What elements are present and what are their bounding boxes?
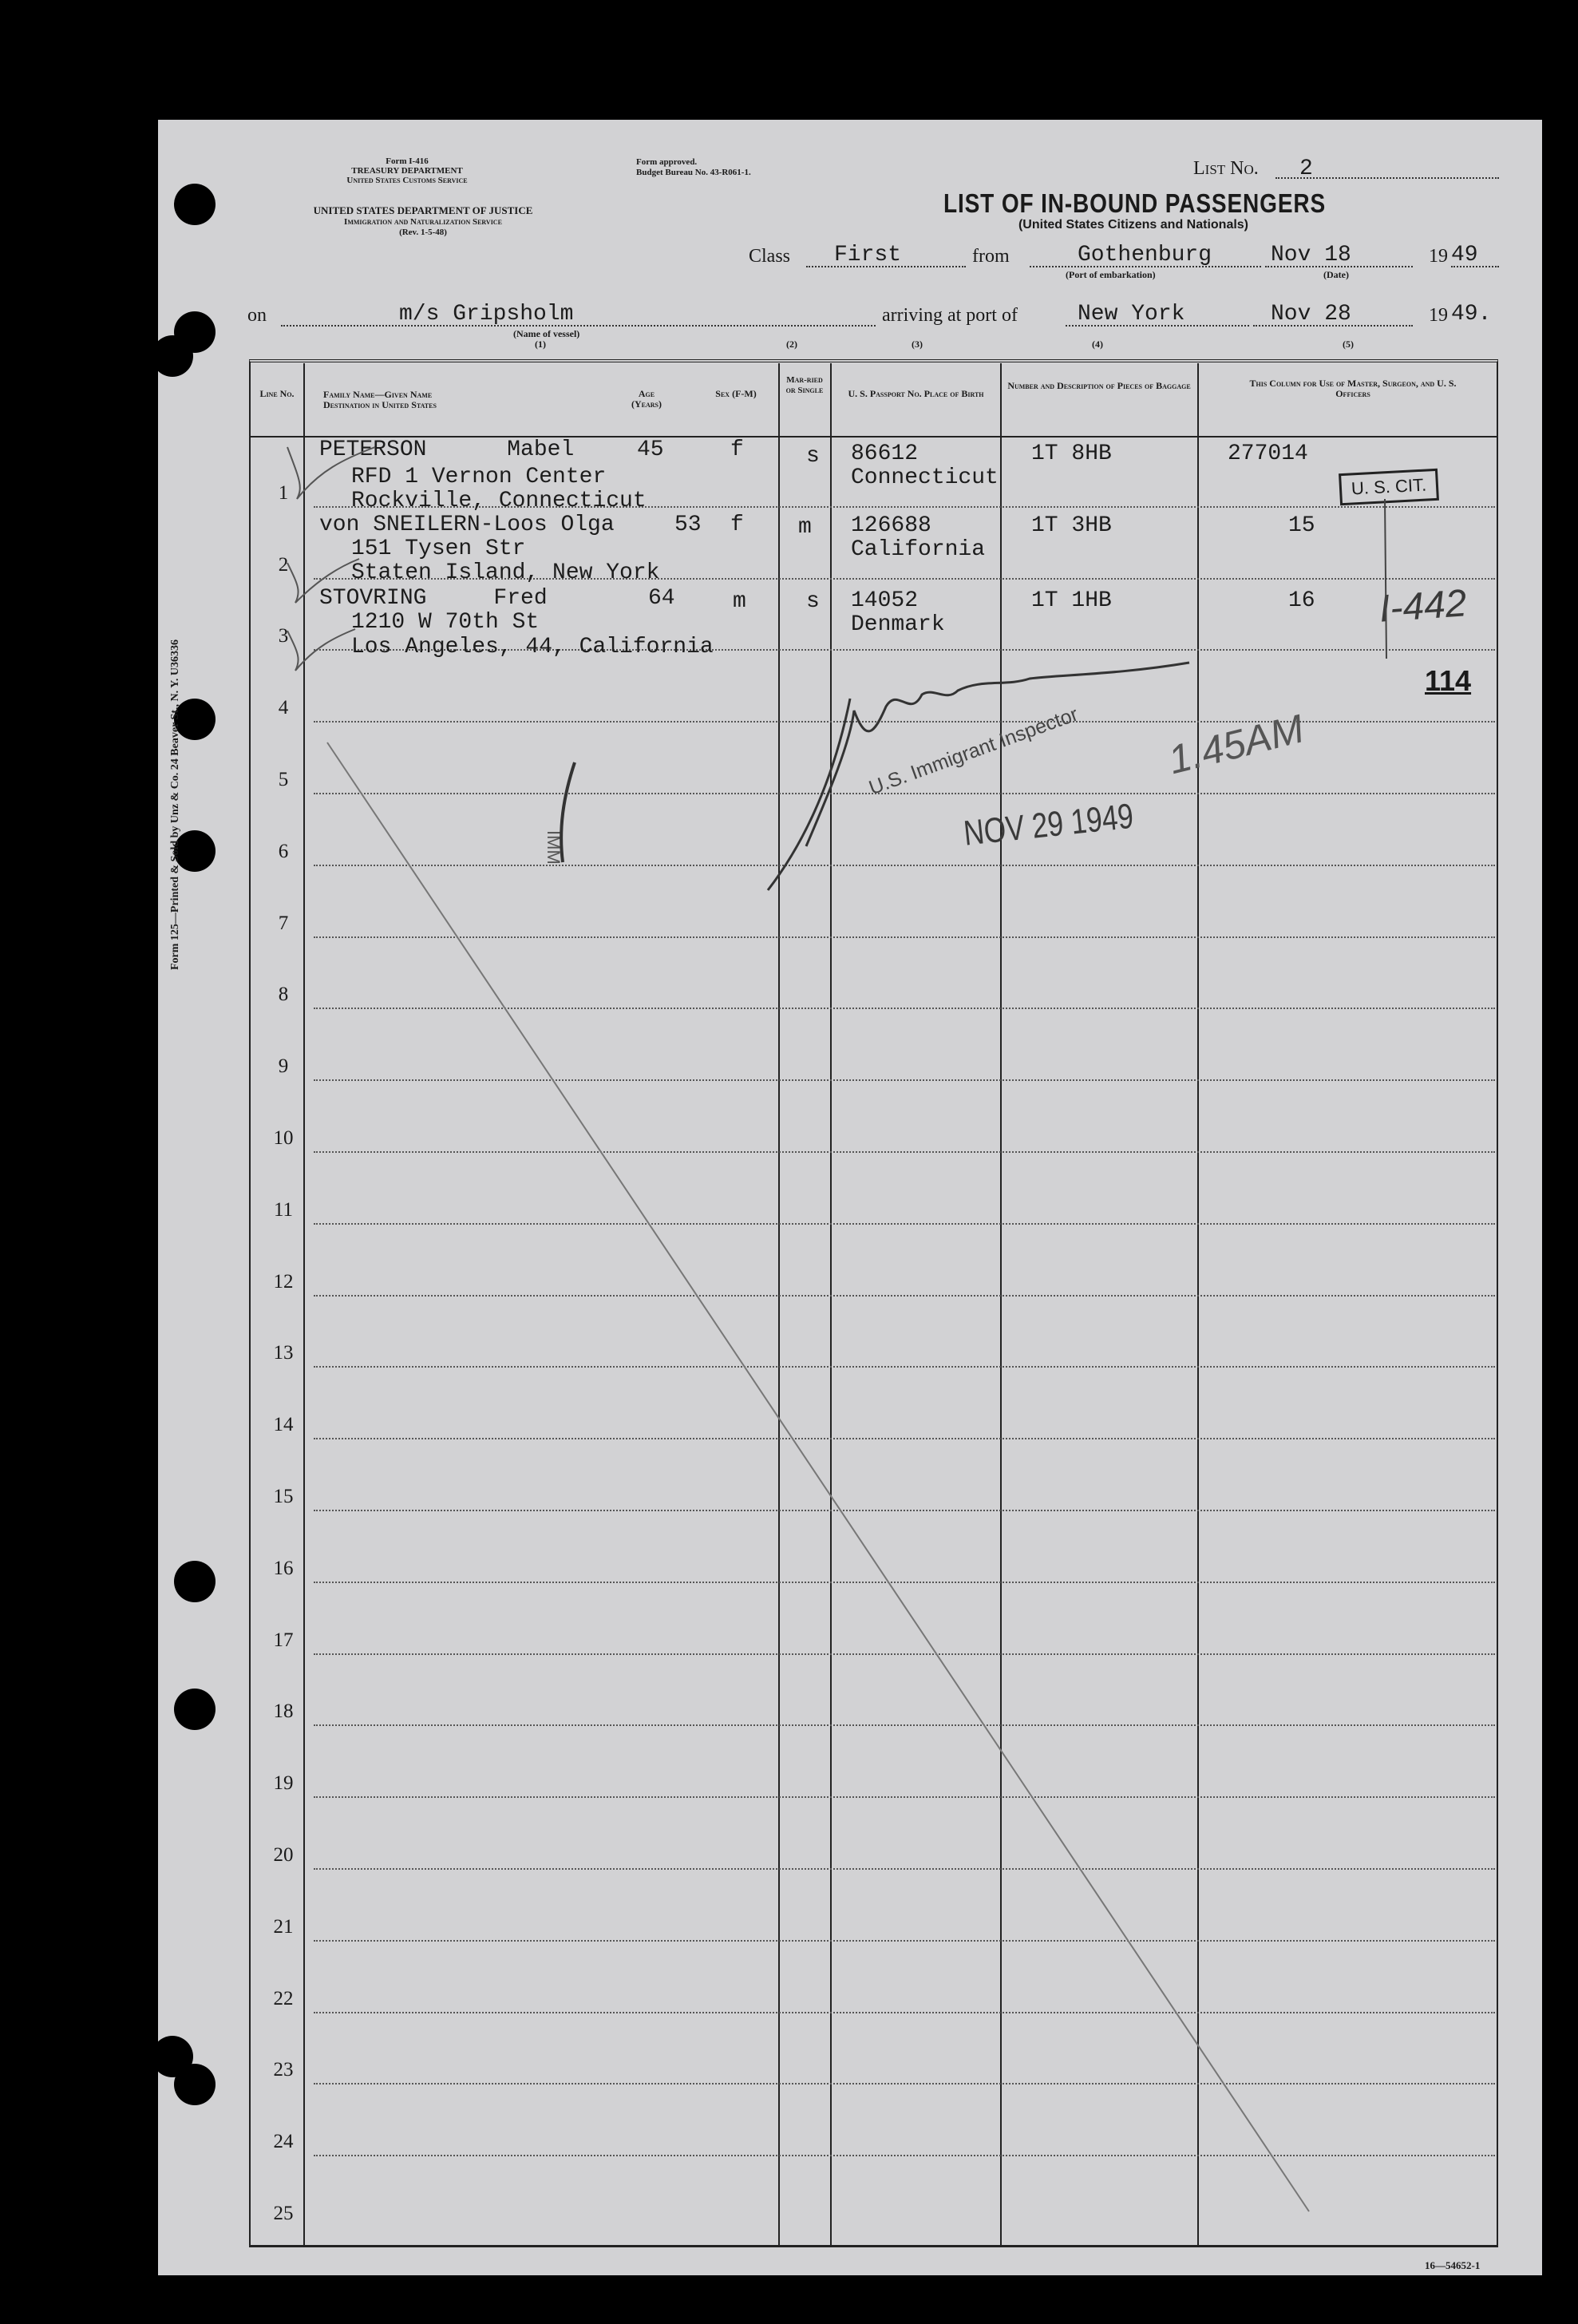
birthplace: California <box>851 537 986 562</box>
page-subtitle: (United States Citizens and Nationals) <box>1018 218 1249 232</box>
line-number: 13 <box>273 1342 294 1364</box>
form-approved: Form approved. <box>636 157 698 167</box>
vessel-col-number: (1) <box>535 339 546 350</box>
class-label: Class <box>749 246 791 267</box>
customs-service: United States Customs Service <box>346 176 468 185</box>
row-separator <box>314 1724 1495 1726</box>
arrival-date: Nov 28 <box>1271 302 1351 327</box>
passenger-address: 1210 W 70th St <box>351 610 540 635</box>
revision: (Rev. 1-5-48) <box>399 228 447 237</box>
row-separator <box>314 1582 1495 1583</box>
header-baggage: Number and Description of Pieces of Baggage <box>1007 380 1191 391</box>
line-number: 10 <box>273 1127 294 1149</box>
line-number: 1 <box>278 481 289 504</box>
vertical-stamp: IMM <box>544 830 564 865</box>
vessel-line <box>281 325 876 327</box>
arrival-year: 49. <box>1451 302 1492 327</box>
inspection-time: 1.45AM <box>1164 706 1308 783</box>
passenger-city: Staten Island, New York <box>351 560 660 585</box>
col-number-5: (5) <box>1343 339 1354 350</box>
baggage: 1T 8HB <box>1031 441 1112 466</box>
line-number: 20 <box>273 1844 294 1866</box>
embark-year-prefix: 19 <box>1429 246 1448 267</box>
row-separator <box>314 1295 1495 1297</box>
col-number-2: (2) <box>786 339 797 350</box>
line-number: 12 <box>273 1270 294 1293</box>
header-officers: This Column for Use of Master, Surgeon, and U. S. Officers <box>1249 378 1457 399</box>
arriving-label: arriving at port of <box>882 305 1018 326</box>
line-number: 8 <box>278 984 289 1006</box>
punch-hole <box>174 1561 216 1602</box>
printer-imprint: Form 125—Printed & Sold by Unz & Co. 24 Beaver St., N. Y. U36336 <box>169 639 181 971</box>
passenger-city: Rockville, Connecticut <box>351 489 647 513</box>
line-number: 6 <box>278 840 289 862</box>
passenger-sex: m <box>733 589 746 614</box>
header-sex: Sex (F-M) <box>715 388 757 399</box>
inspection-date-stamp: NOV 29 1949 <box>962 796 1136 853</box>
col-number-4: (4) <box>1092 339 1103 350</box>
passenger-sex: f <box>730 437 744 462</box>
line-number: 3 <box>278 625 289 647</box>
line-number: 15 <box>273 1486 294 1507</box>
arrival-port: New York <box>1078 302 1185 327</box>
line-number: 18 <box>273 1700 294 1723</box>
passenger-married: m <box>798 515 812 540</box>
passport-number: 14052 <box>851 588 919 613</box>
passenger-name: von SNEILERN-Loos Olga <box>319 513 615 537</box>
col-divider <box>778 363 780 2246</box>
ins-service: Immigration and Naturalization Service <box>344 217 502 227</box>
line-number: 2 <box>278 553 289 576</box>
line-number: 4 <box>278 697 289 719</box>
birthplace: Connecticut <box>851 465 999 490</box>
row-separator <box>314 1151 1495 1153</box>
footer-code: 16—54652-1 <box>1425 2259 1481 2271</box>
passenger-age: 45 <box>637 437 664 462</box>
header-age: Age (Years) <box>631 388 662 410</box>
row-separator <box>314 1366 1495 1368</box>
row-separator <box>314 721 1495 723</box>
line-number: 25 <box>273 2203 294 2224</box>
line-number: 23 <box>273 2059 294 2081</box>
page-title: LIST OF IN-BOUND PASSENGERS <box>943 188 1327 218</box>
embark-year: 49 <box>1451 243 1478 267</box>
inspector-stamp: U.S. Immigrant Inspector <box>866 703 1082 800</box>
port-embark-caption: (Port of embarkation) <box>1066 269 1156 280</box>
list-no-value: 2 <box>1299 156 1313 181</box>
on-label: on <box>247 305 267 326</box>
row-separator <box>314 1008 1495 1009</box>
budget-bureau: Budget Bureau No. 43-R061-1. <box>636 168 751 177</box>
header-family-name: Family Name—Given Name <box>323 389 433 400</box>
birthplace: Denmark <box>851 612 945 637</box>
header-line-no: Line No. <box>259 388 295 399</box>
row-separator <box>314 2012 1495 2013</box>
passenger-age: 64 <box>648 586 675 611</box>
row-separator <box>314 1079 1495 1081</box>
arrival-year-prefix: 19 <box>1429 305 1448 326</box>
row-separator <box>314 1653 1495 1655</box>
treasury-dept: TREASURY DEPARTMENT <box>351 166 463 176</box>
line-number: 11 <box>273 1198 294 1221</box>
from-label: from <box>972 246 1010 267</box>
row-separator <box>314 1868 1495 1870</box>
justice-dept: UNITED STATES DEPARTMENT OF JUSTICE <box>313 204 533 216</box>
row-separator <box>314 1940 1495 1942</box>
passenger-city: Los Angeles, 44, California <box>351 635 714 659</box>
row-separator <box>314 1438 1495 1439</box>
officer-note: 16 <box>1288 588 1315 613</box>
col-number-3: (3) <box>912 339 923 350</box>
passenger-age: 53 <box>674 513 702 537</box>
us-citizen-stamp-text: U. S. CIT. <box>1351 474 1427 499</box>
form-reference: I-442 <box>1378 582 1469 631</box>
date-caption: (Date) <box>1323 269 1349 280</box>
class-value: First <box>834 243 902 267</box>
header-passport: U. S. Passport No. Place of Birth <box>848 388 984 399</box>
passenger-sex: f <box>730 513 744 537</box>
row-separator <box>314 1796 1495 1798</box>
col-divider <box>830 363 832 2246</box>
row-separator <box>314 793 1495 794</box>
passenger-married: s <box>806 589 820 614</box>
punch-hole <box>174 1689 216 1730</box>
passenger-married: s <box>806 444 820 469</box>
row-separator <box>314 1510 1495 1511</box>
line-number: 19 <box>273 1772 294 1795</box>
row-separator <box>314 2155 1495 2156</box>
form-number: Form I-416 <box>386 156 429 166</box>
passenger-address: 151 Tysen Str <box>351 536 526 561</box>
header-destination: Destination in United States <box>323 399 437 410</box>
passenger-name: STOVRING Fred <box>319 586 548 611</box>
embark-date: Nov 18 <box>1271 243 1351 267</box>
line-number: 24 <box>273 2131 294 2153</box>
baggage: 1T 3HB <box>1031 513 1112 538</box>
line-number: 16 <box>273 1557 294 1579</box>
passport-number: 86612 <box>851 441 919 466</box>
row-separator <box>314 865 1495 866</box>
punch-hole <box>174 184 216 225</box>
passport-number: 126688 <box>851 513 931 538</box>
line-number: 7 <box>278 912 289 934</box>
row-separator <box>314 936 1495 938</box>
line-number: 5 <box>278 769 289 790</box>
officer-note: 15 <box>1288 513 1315 538</box>
line-number: 22 <box>273 1987 294 2009</box>
header-married: Mar-ried or Single <box>785 375 824 395</box>
port-of-embarkation: Gothenburg <box>1078 243 1212 267</box>
list-no-label: List No. <box>1193 158 1259 179</box>
baggage: 1T 1HB <box>1031 588 1112 613</box>
line-number: 14 <box>273 1414 294 1436</box>
passenger-address: RFD 1 Vernon Center <box>351 465 607 489</box>
row-separator <box>314 1223 1495 1225</box>
col-divider <box>1000 363 1002 2246</box>
row-separator <box>314 2083 1495 2084</box>
line-number: 21 <box>273 1915 294 1938</box>
passenger-total: 114 <box>1425 664 1472 697</box>
us-citizen-stamp <box>1339 469 1439 505</box>
punch-hole <box>152 335 193 377</box>
vessel-name: m/s Gripsholm <box>399 302 574 327</box>
vessel-caption: (Name of vessel) <box>513 328 580 339</box>
officer-note: 277014 <box>1228 441 1308 466</box>
line-number: 17 <box>273 1629 294 1651</box>
passenger-name: PETERSON Mabel <box>319 437 575 462</box>
col-divider <box>1197 363 1199 2246</box>
embark-year-line <box>1451 266 1499 267</box>
punch-hole <box>174 2064 216 2105</box>
line-number: 9 <box>278 1055 289 1078</box>
